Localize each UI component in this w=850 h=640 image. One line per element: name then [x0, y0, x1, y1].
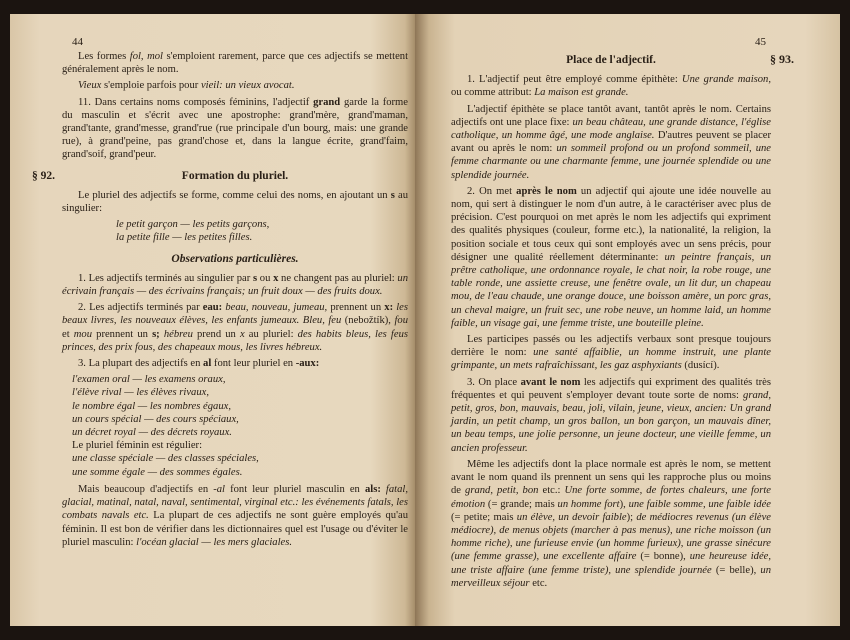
section-number-92: § 92. [32, 169, 55, 182]
observations-title: Observations particulières. [171, 252, 299, 265]
right-page [415, 14, 840, 626]
example-line: un décret royal — des décrets royaux. [72, 427, 232, 439]
page-number-right: 45 [755, 36, 766, 48]
observation-3: 3. La plupart des adjectifs en al font leur pluriel en -aux: [78, 358, 320, 370]
section-title-place-adjectif: Place de l'adjectif. [566, 54, 656, 66]
paragraph-grand: 11. Dans certains noms composés féminins, l'adjectif grand garde la forme du masculin et s'écrit avec une apostrophe: grand'mère, grand'maman, grand'tante, grand'messe, grand'rue (rue principale d'un bourg, mais: une grande rue), à grand'peine, pas grand'chose et, dans la langue écrite, grand'faim, grand'soif, grand'peur. [62, 96, 408, 161]
section-title-formation-pluriel: Formation du pluriel. [181, 169, 289, 182]
left-page-body [32, 50, 409, 552]
example-line: un cours spécial — des cours spéciaux, [72, 413, 239, 425]
example-line: le petit garçon — les petits garçons, [116, 219, 270, 231]
left-page [10, 14, 415, 626]
page-number-left: 44 [72, 36, 83, 48]
observation-1: 1. Les adjectifs terminés au singulier par s ou x ne changent pas au pluriel: un écrivain français — des écrivains français; un fruit doux — des fruits doux. [62, 272, 409, 298]
observation-4: Mais beaucoup d'adjectifs en -al font leur pluriel masculin en als: fatal, glacial, matinal, natal, naval, sentimental, virginal etc.: les événements fatals, les combats navals etc. La plupart de ces adjectifs ne sont guère employés qu'au féminin. Il est bon de vérifier dans les dictionnaires quel est l'usage ou d'éviter le pluriel masculin: l'océan glacial — les mers glaciales. [62, 483, 409, 548]
example-line: la petite fille — les petites filles. [116, 232, 253, 244]
al-aux-examples [62, 373, 408, 439]
observation-2: 2. Les adjectifs terminés par eau: beau, nouveau, jumeau, prennent un x: les beaux livres, les nouveaux élèves, les enfants jumeaux. Bleu, feu (nebožtík), fou et mou prennent un s; hébreu prend un x au pluriel: des habits bleus, les feus princes, des prix fous, des chapeaux mous, les livres hébreux. [62, 302, 409, 353]
example-line: une classe spéciale — des classes spéciales, [72, 453, 259, 465]
example-line: une somme égale — des sommes égales. [72, 466, 243, 478]
paragraph-fol-mol: Les formes fol, mol s'emploient rarement, parce que ces adjectifs se mettent généralement après le nom. [62, 51, 409, 76]
paragraph-epithete: L'adjectif épithète se place tantôt avant, tantôt après le nom. Certains adjectifs ont une place fixe: un beau château, une grande distance, l'église catholique, un homme âgé, une mode anglaise. D'autres peuvent se placer avant ou après le nom: un sommeil profond ou un profond sommeil, une femme charmante ou une charmante femme, une journée splendide ou une splendide journée. [451, 103, 771, 181]
paragraph-sens-rapproche: Même les adjectifs dont la place normale est après le nom, se mettent avant le nom quand ils prennent un sens qui les rapproche plus ou moins de grand, petit, bon etc.: Une forte somme, de fortes chaleurs, une forte émotion (= grande; mais un homme fort), une faible somme, une faible idée (= petite; mais un élève, un devoir faible); de médiocres revenus (un élève médiocre), de menus objets (marcher à pas menus), une riche moisson (un homme riche), une furieuse envie (un homme furieux), une grasse sinécure (une femme grasse), une excellente affaire (= bonne), une heureuse idée, une triste affaire (une femme triste), une splendide journée (= belle), un merveilleux séjour etc. [451, 458, 772, 589]
paragraph-pluriel-intro: Le pluriel des adjectifs se forme, comme celui des noms, en ajoutant un s au singulier: [62, 189, 408, 215]
paragraph-participes: Les participes passés ou les adjectifs verbaux sont presque toujours derrière le nom: une santé affaiblie, un homme instruit, une plante grimpante, un mets rafraîchissant, les gaz asphyxiants (dusící). [451, 334, 771, 372]
pluriel-examples [62, 218, 408, 244]
section-number-93: § 93. [770, 52, 794, 66]
paragraph-vieux: Vieux s'emploie parfois pour vieil: un vieux avocat. [78, 80, 295, 92]
feminine-regular-note: Le pluriel féminin est régulier: [72, 440, 203, 452]
rule-3: 3. On place avant le nom les adjectifs qui expriment des qualités très fréquentes et qui peuvent s'employer devant toute sorte de noms: grand, petit, gros, bon, mauvais, beau, joli, vilain, jeune, vieux, ancien: Un grand jardin, un petit champ, un gros ballon, un bon garçon, un mauvais dîner, un beau temps, une jolie personne, un jeune docteur, une vieille femme, un ancien professeur. [451, 376, 772, 454]
example-line: l'élève rival — les élèves rivaux, [72, 387, 209, 399]
example-line: le nombre égal — les nombres égaux, [72, 400, 231, 412]
feminine-examples [62, 452, 408, 478]
rule-2: 2. On met après le nom un adjectif qui ajoute une idée nouvelle au nom, qui sert à distinguer le nom d'un autre, à le caractériser avec plus de précision. C'est pourquoi on met après le nom les adjectifs qui expriment des qualités physiques (couleur, forme etc.), la nationalité, la religion, la position sociale et tous ceux qui sont employés avec un sens précis, pour désigner une qualité réellement déterminante: un peintre français, un prêtre catholique, une ordonnance royale, le chat noir, la robe rouge, une table ronde, une assiette creuse, une fenêtre ovale, un lit dur, un chapeau mou, de l'eau chaude, une orange douce, une boisson amère, un porc gras, un cheval maigre, un fruit sec, une robe neuve, un homme laid, un homme faible, un visage gai, une femme triste, une bouteille pleine. [451, 185, 771, 329]
example-line: l'examen oral — les examens oraux, [72, 374, 226, 386]
rule-1: 1. L'adjectif peut être employé comme épithète: Une grande maison, ou comme attribut: La maison est grande. [451, 74, 772, 99]
right-page-body [451, 50, 771, 593]
